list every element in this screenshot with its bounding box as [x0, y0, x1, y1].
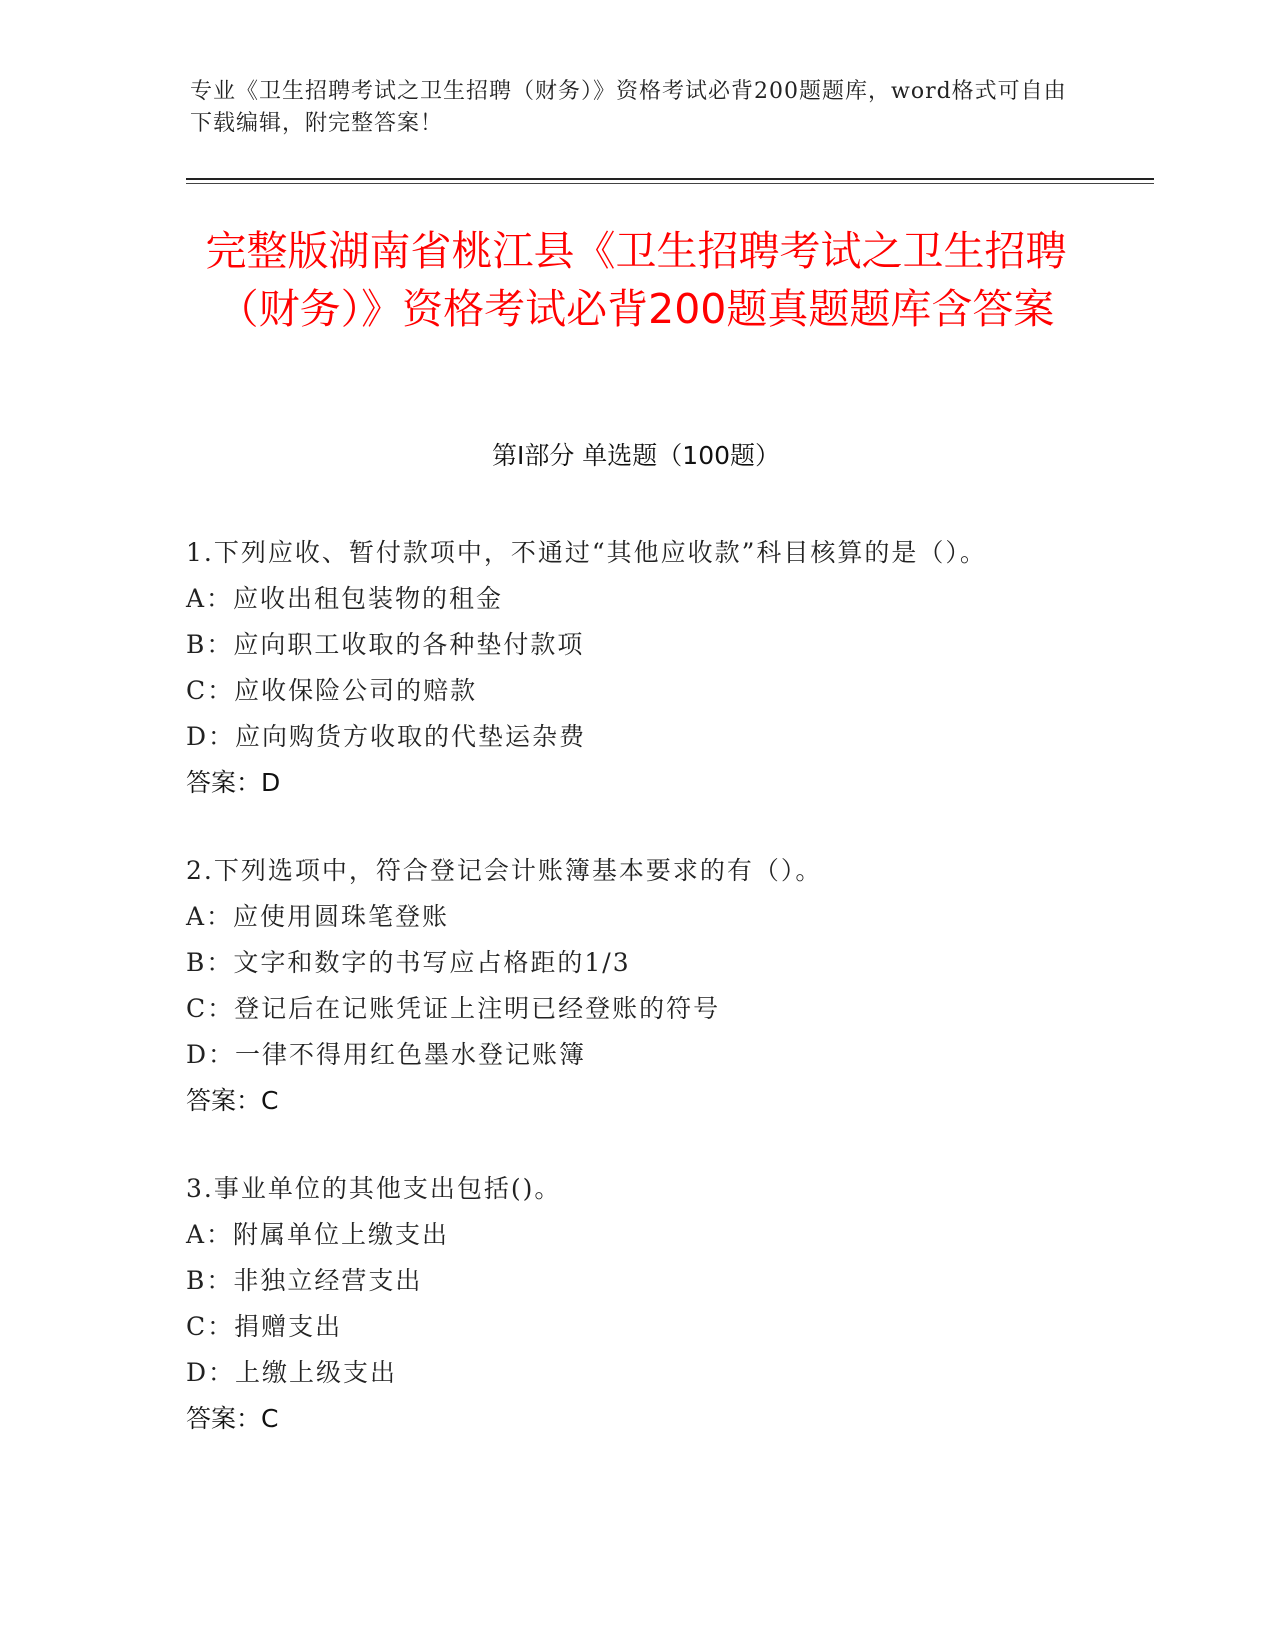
section-title: 第Ⅰ部分 单选题（100题）: [491, 441, 781, 470]
question-1: [186, 530, 1066, 806]
header-note: 专业《卫生招聘考试之卫生招聘（财务）》资格考试必背200题题库，word格式可自由下载编辑，附完整答案！: [190, 79, 1067, 136]
option-d: D：应向购货方收取的代垫运杂费: [186, 722, 587, 751]
answer: 答案：D: [186, 768, 281, 797]
answer: 答案：C: [186, 1404, 279, 1433]
header-rule-thin: [186, 183, 1154, 184]
option-d: D：上缴上级支出: [186, 1358, 398, 1387]
option-b: B：非独立经营支出: [186, 1266, 423, 1295]
question-list: [186, 530, 1066, 1484]
question-stem: 1.下列应收、暂付款项中，不通过“其他应收款”科目核算的是（）。: [186, 538, 987, 567]
option-b: B：应向职工收取的各种垫付款项: [186, 630, 585, 659]
option-c: C：登记后在记账凭证上注明已经登账的符号: [186, 994, 721, 1023]
question-3: [186, 1166, 1066, 1442]
option-d: D：一律不得用红色墨水登记账簿: [186, 1040, 587, 1069]
question-stem: 3.事业单位的其他支出包括()。: [186, 1174, 562, 1203]
option-b: B：文字和数字的书写应占格距的1/3: [186, 948, 631, 977]
question-stem: 2.下列选项中，符合登记会计账簿基本要求的有（）。: [186, 856, 823, 885]
option-c: C：捐赠支出: [186, 1312, 343, 1341]
answer: 答案：C: [186, 1086, 279, 1115]
document-title: 完整版湖南省桃江县《卫生招聘考试之卫生招聘（财务）》资格考试必背200题真题题库含答案: [205, 227, 1067, 333]
question-2: [186, 848, 1066, 1124]
option-a: A：应使用圆珠笔登账: [186, 902, 450, 931]
header-rule-thick: [186, 178, 1154, 180]
option-a: A：附属单位上缴支出: [186, 1220, 450, 1249]
option-a: A：应收出租包装物的租金: [186, 584, 504, 613]
option-c: C：应收保险公司的赔款: [186, 676, 478, 705]
